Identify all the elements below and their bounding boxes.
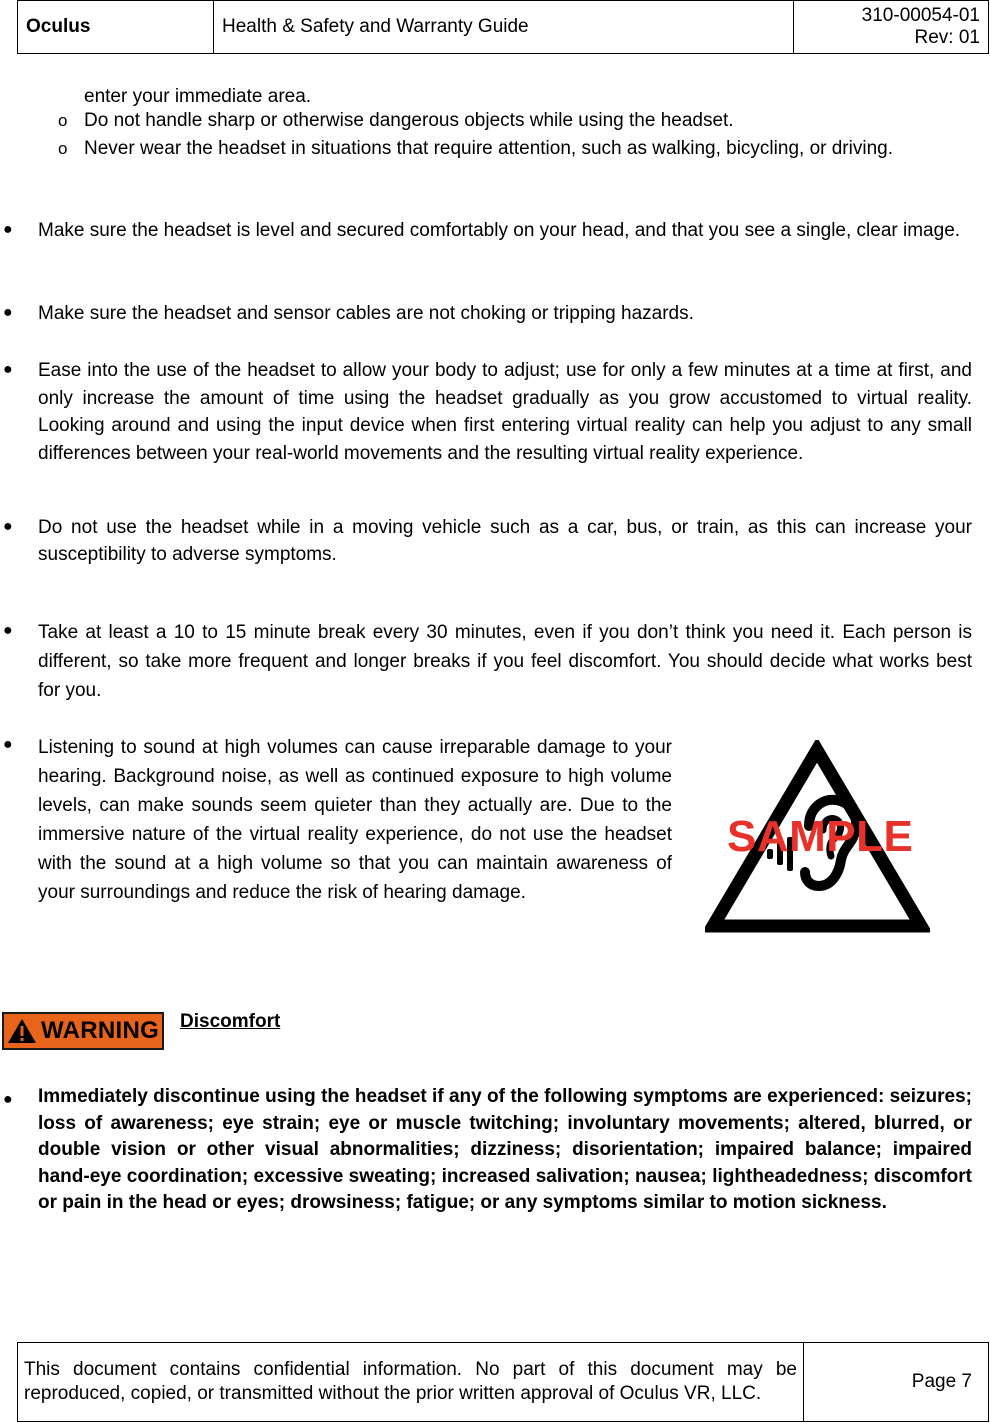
bullet-item: Ease into the use of the headset to allow your body to adjust; use for only a few minutes at a time at first, and only increase the amount of time using the headset gradually as you grow accustomed to virtual reality. Looking around and using the input device when first entering virtual reality can help you adjust to any small differences between your real-world movements and the resulting virtual reality experience. (38, 360, 972, 464)
bullet-icon: ● (3, 304, 13, 321)
sub-bullet-icon: o (58, 111, 68, 130)
section-heading: Discomfort (180, 1011, 281, 1032)
bullet-icon: ● (3, 221, 13, 238)
header-title: Health & Safety and Warranty Guide (214, 1, 794, 54)
bullet-icon: ● (3, 361, 13, 378)
bullet-icon: ● (3, 518, 13, 535)
continuation-text: enter your immediate area. (84, 86, 312, 107)
footer-page-number: Page 7 (804, 1343, 989, 1422)
sub-item: Do not handle sharp or otherwise dangerous objects while using the headset. (84, 110, 734, 131)
warning-badge (2, 1012, 164, 1050)
bullet-item: Listening to sound at high volumes can cause irreparable damage to your hearing. Background noise, as well as continued exposure to high volume levels, can make sounds seem quieter than they actually are. Due to the immersive nature of the virtual reality experience, do not use the headset with the sound at a high volume so that you can maintain awareness of your surroundings and reduce the risk of hearing damage. (38, 737, 672, 903)
warning-label: WARNING (40, 1017, 160, 1044)
bullet-icon: ● (3, 736, 13, 753)
bullet-item: Take at least a 10 to 15 minute break every 30 minutes, even if you don’t think you need it. Each person is different, so take more frequent and longer breaks if you feel discomfort. You should decide what works best for you. (38, 622, 972, 701)
document-footer (17, 1342, 989, 1422)
bullet-icon: ● (3, 1091, 13, 1108)
warning-triangle-icon (7, 1018, 37, 1044)
document-header (17, 0, 989, 54)
footer-notice: This document contains confidential information. No part of this document may be reproduced, copied, or transmitted without the prior written approval of Oculus VR, LLC. (18, 1343, 804, 1422)
bullet-item: Do not use the headset while in a moving vehicle such as a car, bus, or train, as this can increase your susceptibility to adverse symptoms. (38, 517, 972, 565)
bullet-item: Make sure the headset is level and secured comfortably on your head, and that you see a single, clear image. (38, 220, 961, 241)
header-company: Oculus (18, 1, 214, 54)
discomfort-bullet-item: Immediately discontinue using the headset if any of the following symptoms are experienced: seizures; loss of awareness; eye strain; eye or muscle twitching; involuntary movements; altered, blurred, or double vision or other visual abnormalities; dizziness; disorientation; impaired balance; impaired hand-eye coordination; excessive sweating; increased salivation; nausea; lightheadedness; discomfort or pain in the head or eyes; drowsiness; fatigue; or any symptoms similar to motion sickness. (38, 1086, 972, 1213)
sample-watermark: SAMPLE (727, 812, 914, 861)
bullet-item: Make sure the headset and sensor cables are not choking or tripping hazards. (38, 303, 694, 324)
header-revision: Rev: 01 (914, 27, 980, 48)
sub-bullet-icon: o (58, 139, 68, 158)
header-doc-info (794, 1, 989, 54)
sub-item: Never wear the headset in situations that require attention, such as walking, bicycling, or driving. (84, 138, 893, 159)
bullet-icon: ● (3, 622, 13, 639)
header-doc-number: 310-00054-01 (861, 5, 980, 26)
